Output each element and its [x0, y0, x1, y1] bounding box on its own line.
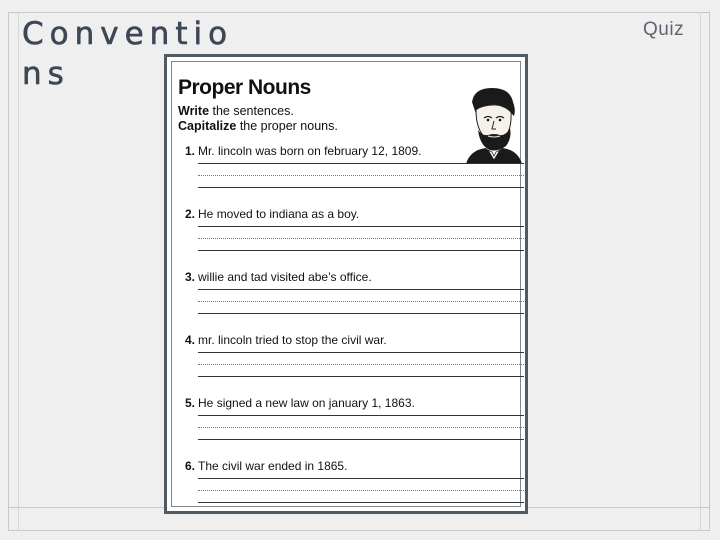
- abraham-lincoln-portrait-icon: [458, 80, 528, 164]
- answer-line: [198, 226, 524, 227]
- answer-guide-line: [198, 364, 524, 365]
- question-number: 2.: [185, 207, 196, 221]
- question-item: [185, 270, 372, 284]
- answer-guide-line: [198, 427, 524, 428]
- instruction-2-verb: Capitalize: [178, 119, 237, 133]
- question-text: willie and tad visited abe’s office.: [198, 270, 372, 284]
- question-item: [185, 144, 421, 158]
- answer-guide-line: [198, 238, 524, 239]
- answer-line: [198, 352, 524, 353]
- answer-line: [198, 289, 524, 290]
- answer-guide-line: [198, 175, 524, 176]
- answer-baseline: [198, 376, 524, 377]
- question-item: [185, 207, 359, 221]
- worksheet-page: [171, 61, 521, 507]
- question-number: 1.: [185, 144, 196, 158]
- instruction-1-text: the sentences.: [209, 104, 294, 118]
- answer-baseline: [198, 250, 524, 251]
- answer-line: [198, 415, 524, 416]
- question-number: 4.: [185, 333, 196, 347]
- answer-line: [198, 163, 524, 164]
- answer-baseline: [198, 187, 524, 188]
- worksheet-image: [164, 54, 528, 514]
- answer-baseline: [198, 439, 524, 440]
- question-number: 3.: [185, 270, 196, 284]
- question-item: [185, 459, 347, 473]
- question-number: 6.: [185, 459, 196, 473]
- question-number: 5.: [185, 396, 196, 410]
- instruction-2-text: the proper nouns.: [236, 119, 338, 133]
- answer-baseline: [198, 502, 524, 503]
- question-item: [185, 396, 415, 410]
- question-text: The civil war ended in 1865.: [198, 459, 348, 473]
- instruction-1-verb: Write: [178, 104, 210, 118]
- question-text: He signed a new law on january 1, 1863.: [198, 396, 415, 410]
- worksheet-instruction-1: [178, 104, 294, 118]
- frame-divider-left: [18, 12, 19, 531]
- frame-divider-right: [700, 12, 701, 531]
- worksheet-instruction-2: [178, 119, 338, 133]
- question-text: He moved to indiana as a boy.: [198, 207, 360, 221]
- slide-subtitle: Quiz: [643, 19, 685, 40]
- answer-line: [198, 478, 524, 479]
- question-item: [185, 333, 387, 347]
- question-text: mr. lincoln tried to stop the civil war.: [198, 333, 387, 347]
- slide-title: Conventions: [22, 16, 234, 92]
- answer-baseline: [198, 313, 524, 314]
- answer-guide-line: [198, 301, 524, 302]
- worksheet-title: Proper Nouns: [178, 76, 311, 99]
- answer-guide-line: [198, 490, 524, 491]
- question-text: Mr. lincoln was born on february 12, 1809.: [198, 144, 422, 158]
